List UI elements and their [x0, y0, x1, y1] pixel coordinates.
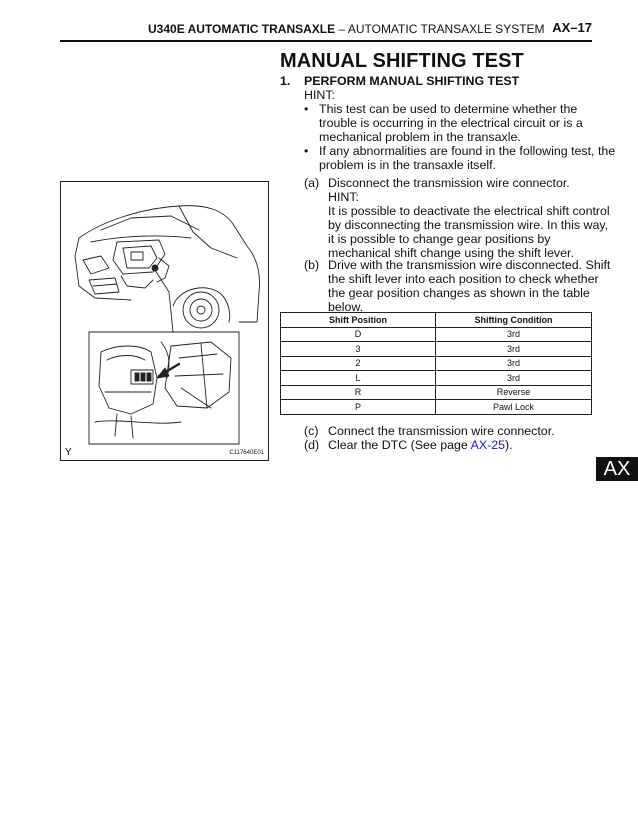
sub-b-marker: (b): [304, 258, 320, 272]
bullet2-line: If any abnormalities are found in the following test, the: [319, 144, 616, 158]
sub-b-line: the shift lever into each position to check whether: [328, 272, 599, 286]
bullet1-line: trouble is occurring in the electrical circuit or is a: [319, 116, 583, 130]
step-hint-label: HINT:: [304, 88, 335, 102]
shifting-condition-cell: 3rd: [436, 342, 592, 357]
shift-position-cell: L: [281, 371, 436, 386]
column-header: Shifting Condition: [436, 313, 592, 328]
sub-a-hint-line: mechanical shift change using the shift lever.: [328, 246, 574, 260]
sub-b-line: the gear position changes as shown in the table: [328, 286, 590, 300]
sub-b-line: below.: [328, 300, 364, 314]
sub-d-text-before: Clear the DTC (See page: [328, 438, 471, 452]
sub-a-hint-line: it is possible to change gear positions by: [328, 232, 551, 246]
sub-c-text: Connect the transmission wire connector.: [328, 424, 555, 438]
column-header: Shift Position: [281, 313, 436, 328]
bullet2-line: problem is in the transaxle itself.: [319, 158, 496, 172]
figure-letter: Y: [65, 447, 72, 458]
car-engine-drawing: [61, 182, 268, 460]
bullet1-line: This test can be used to determine whether the: [319, 102, 578, 116]
section-tab: AX: [596, 457, 638, 481]
sub-a-hint-label: HINT:: [328, 190, 359, 204]
bullet-marker: •: [304, 102, 309, 116]
table-row: [281, 327, 592, 342]
table-row: [281, 356, 592, 371]
shift-position-cell: D: [281, 327, 436, 342]
table-row: [281, 385, 592, 400]
shifting-condition-cell: Reverse: [436, 385, 592, 400]
page-header: [60, 20, 592, 42]
step-number: 1.: [280, 74, 291, 88]
sub-a-marker: (a): [304, 176, 320, 190]
header-title-bold: U340E AUTOMATIC TRANSAXLE: [148, 22, 336, 36]
figure-code: C117640E01: [229, 450, 264, 456]
shifting-condition-cell: 3rd: [436, 327, 592, 342]
table-row: [281, 400, 592, 415]
shift-table: [280, 312, 592, 415]
page-title: MANUAL SHIFTING TEST: [280, 50, 524, 72]
sub-c-marker: (c): [304, 424, 319, 438]
page-number: AX–17: [552, 20, 592, 35]
shifting-condition-cell: 3rd: [436, 356, 592, 371]
table-row: [281, 371, 592, 386]
shift-position-cell: 3: [281, 342, 436, 357]
shift-position-cell: R: [281, 385, 436, 400]
shift-position-cell: P: [281, 400, 436, 415]
bullet-marker: •: [304, 144, 309, 158]
sub-d-text-after: ).: [505, 438, 513, 452]
shifting-condition-cell: 3rd: [436, 371, 592, 386]
bullet1-line: mechanical problem in the transaxle.: [319, 130, 521, 144]
connector-location-illustration: [60, 181, 269, 461]
shifting-condition-cell: Pawl Lock: [436, 400, 592, 415]
sub-b-line: Drive with the transmission wire disconnected. Shift: [328, 258, 611, 272]
shift-position-cell: 2: [281, 356, 436, 371]
header-title-rest: – AUTOMATIC TRANSAXLE SYSTEM: [335, 22, 545, 36]
page-link-ax-25[interactable]: AX-25: [470, 438, 506, 452]
sub-a-text: Disconnect the transmission wire connector.: [328, 176, 570, 190]
header-title: [148, 22, 545, 36]
sub-d-text: [328, 438, 513, 452]
sub-d-marker: (d): [304, 438, 320, 452]
table-header-row: [281, 313, 592, 328]
sub-a-hint-line: It is possible to deactivate the electrical shift control: [328, 204, 610, 218]
step-title: PERFORM MANUAL SHIFTING TEST: [304, 74, 520, 88]
sub-a-hint-line: by disconnecting the transmission wire. In this way,: [328, 218, 609, 232]
table-row: [281, 342, 592, 357]
